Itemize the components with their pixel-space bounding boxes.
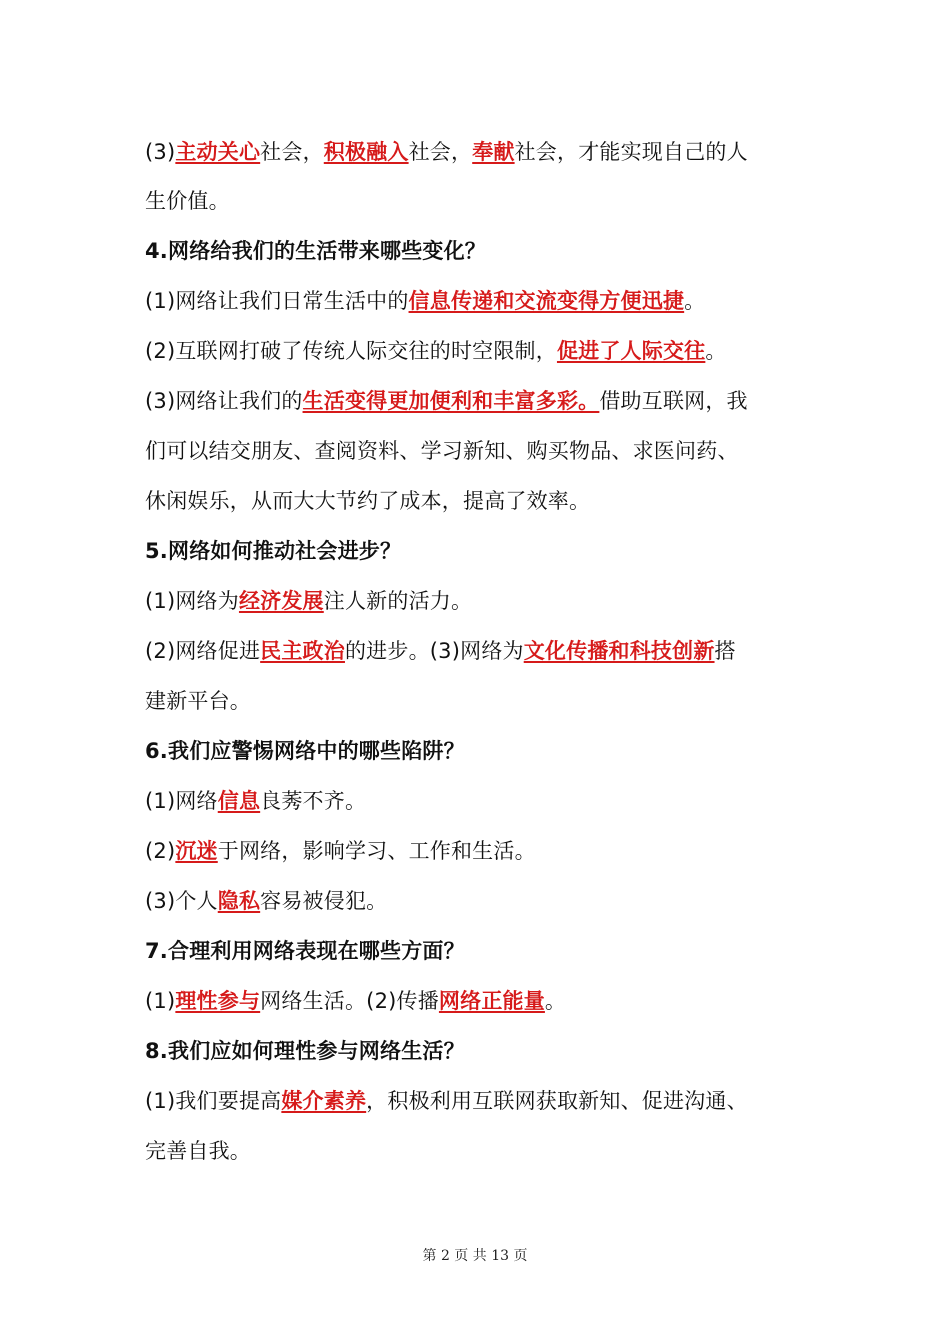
answer-line [145, 436, 825, 466]
text-segment: (1)我们要提高 [145, 1089, 282, 1113]
text-segment: (1) [145, 989, 176, 1013]
text-segment: (2)互联网打破了传统人际交往的时空限制， [145, 339, 557, 363]
keyword-highlight: 网络正能量 [438, 989, 545, 1013]
keyword-highlight: 信息传递和交流变得方便迅捷 [408, 289, 685, 313]
answer-line [145, 186, 825, 216]
text-segment: (2) [145, 839, 176, 863]
text-segment: 搭 [714, 639, 736, 663]
text-segment: 8.我们应如何理性参与网络生活？ [145, 1039, 465, 1063]
text-segment: 网络生活。(2)传播 [260, 989, 439, 1013]
question-heading [145, 736, 825, 766]
question-heading [145, 936, 825, 966]
keyword-highlight: 奉献 [472, 140, 515, 164]
answer-line [145, 636, 825, 666]
text-segment: 社会， [260, 140, 324, 164]
text-segment: 的进步。(3)网络为 [344, 639, 524, 663]
keyword-highlight: 主动关心 [175, 140, 261, 164]
answer-line [145, 586, 825, 616]
question-heading [145, 236, 825, 266]
answer-line [145, 686, 825, 716]
text-segment: 。 [705, 339, 727, 363]
keyword-highlight: 信息 [217, 789, 261, 813]
text-segment: 注人新的活力。 [323, 589, 473, 613]
text-segment: 社会，才能实现自己的人 [514, 140, 748, 164]
text-segment: 容易被侵犯。 [260, 889, 388, 913]
answer-line [145, 286, 825, 316]
keyword-highlight: 理性参与 [175, 989, 261, 1013]
text-segment: 。 [544, 989, 567, 1013]
text-segment: (3)网络让我们的 [145, 389, 303, 413]
answer-line [145, 1086, 825, 1116]
keyword-highlight: 积极融入 [323, 140, 409, 164]
text-segment: 5.网络如何推动社会进步？ [145, 539, 402, 563]
text-segment: (3)个人 [145, 889, 218, 913]
text-segment: 生价值。 [145, 189, 230, 213]
text-segment: (1)网络让我们日常生活中的 [145, 289, 409, 313]
text-segment: 。 [684, 289, 706, 313]
question-heading [145, 1036, 825, 1066]
text-segment: (3) [145, 140, 176, 164]
keyword-highlight: 媒介素养 [281, 1089, 367, 1113]
answer-line [145, 486, 825, 516]
page-footer: 第 2 页 共 13 页 [422, 1248, 528, 1264]
text-segment: 良莠不齐。 [260, 789, 367, 813]
keyword-highlight: 生活变得更加便利和丰富多彩。 [302, 389, 600, 413]
keyword-highlight: 隐私 [217, 889, 261, 913]
text-segment: 于网络，影响学习、工作和生活。 [217, 839, 536, 863]
answer-line [145, 137, 825, 167]
text-segment: 完善自我。 [145, 1139, 251, 1163]
keyword-highlight: 民主政治 [260, 639, 345, 663]
question-heading [145, 536, 825, 566]
text-segment: (1)网络为 [145, 589, 239, 613]
text-segment: 借助互联网，我 [599, 389, 748, 413]
text-segment: 们可以结交朋友、查阅资料、学习新知、购买物品、求医问药、 [145, 439, 739, 463]
text-segment: (2)网络促进 [145, 639, 261, 663]
keyword-highlight: 促进了人际交往 [556, 339, 706, 363]
text-segment: ，积极利用互联网获取新知、促进沟通、 [366, 1089, 748, 1113]
answer-line [145, 786, 825, 816]
answer-line [145, 386, 825, 416]
text-segment: 4.网络给我们的生活带来哪些变化？ [145, 239, 486, 263]
answer-line [145, 836, 825, 866]
answer-line [145, 886, 825, 916]
text-segment: 社会， [408, 140, 473, 164]
answer-line [145, 336, 825, 366]
text-segment: 6.我们应警惕网络中的哪些陷阱？ [145, 739, 465, 763]
answer-line [145, 986, 825, 1016]
keyword-highlight: 文化传播和科技创新 [523, 639, 715, 663]
keyword-highlight: 沉迷 [175, 839, 218, 863]
text-segment: 7.合理利用网络表现在哪些方面？ [145, 939, 465, 963]
text-segment: 建新平台。 [145, 689, 251, 713]
keyword-highlight: 经济发展 [238, 589, 324, 613]
answer-line [145, 1136, 825, 1166]
text-segment: 休闲娱乐，从而大大节约了成本，提高了效率。 [145, 489, 591, 513]
text-segment: (1)网络 [145, 789, 218, 813]
